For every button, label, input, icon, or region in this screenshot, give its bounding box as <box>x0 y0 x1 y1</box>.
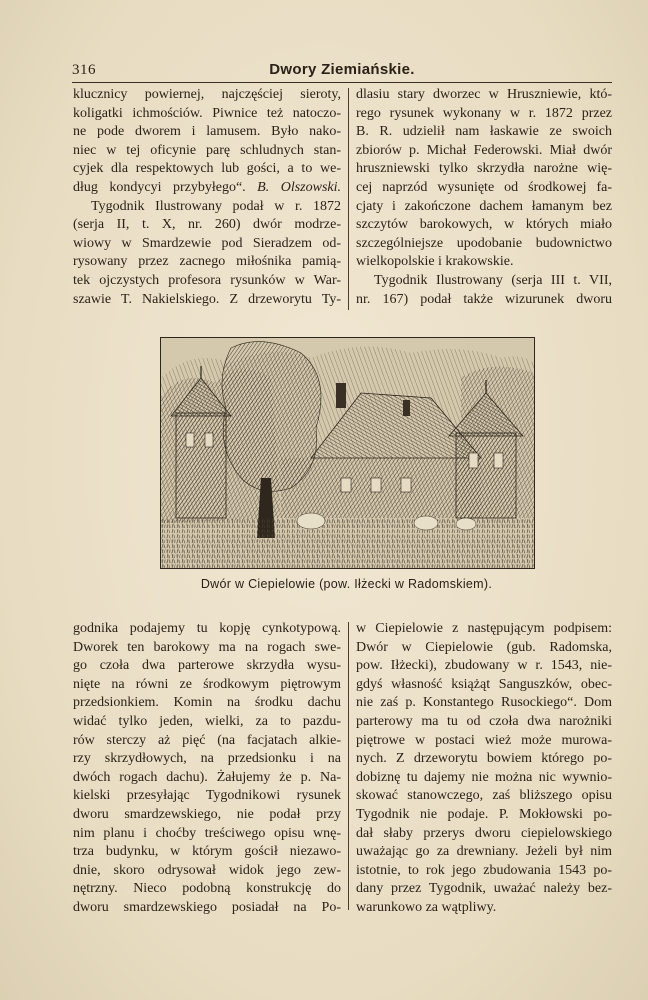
text-line: skować stanowczego, zaś bliższego opisu <box>356 788 612 804</box>
column-divider <box>348 622 349 910</box>
text-line: nr. 167) podał także wizurunek dworu <box>356 291 612 307</box>
text-line: zbiorów p. Michał Federowski. Miał dwór <box>356 142 612 158</box>
text-line: hruszniewski tylko skrzydła narożne wię- <box>356 161 612 177</box>
text-line: wiowy w Smardzewie pod Sieradzem od- <box>73 235 341 251</box>
text-line: tek ojczystych profesora rysunków w War- <box>73 272 341 288</box>
engraving-illustration <box>160 337 535 569</box>
text-line: szawie T. Nakielskiego. Z drzeworytu Ty- <box>73 291 341 307</box>
text-line: nięte na równi ze środkowym piętrowym <box>73 676 341 692</box>
text-line: nych. Z drzeworytu bowiem którego po- <box>356 751 612 767</box>
text-line: cej naprzód wysunięte od środkowej fa- <box>356 179 612 195</box>
text-line: rysowany przez zacnego miłośnika pamią- <box>73 254 341 270</box>
foreground-tree <box>222 342 321 492</box>
text-line: dlasiu stary dworzec w Hruszniewie, któ- <box>356 87 612 102</box>
text-line: dług kondycyi przybyłego“. <box>73 179 246 195</box>
text-line: gdyś własność książąt Sanguszków, obec- <box>356 676 612 692</box>
text-line: uważając go za drewniany. Jeżeli był nim <box>356 844 612 860</box>
text-line: Tygodnik Ilustrowany (serja III t. VII, <box>374 272 612 288</box>
text-line: dworu smardzewskiego, nie podał przy <box>73 806 341 822</box>
text-line: przedsionkiem. Komin na środku dachu <box>73 695 341 711</box>
text-line: Tygodnik nie podaje. P. Mokłowski po- <box>356 806 612 822</box>
text-line: cyjek dla respektowych lub gości, a to we- <box>73 161 341 177</box>
left-tower <box>176 413 226 518</box>
signature: B. Olszowski. <box>257 179 342 195</box>
text-line: Dwór w Ciepielowie (gub. Radomska, <box>356 639 612 655</box>
text-line: B. R. udzielił nam łaskawie ze swoich <box>356 124 612 140</box>
text-line: kielski przesyłając Tygodnikowi rysunek <box>73 788 341 804</box>
text-line: nim planu i choćby treściwego opisu wnę- <box>73 825 341 841</box>
text-column-bottom-left <box>73 620 341 918</box>
text-line: nie zaś p. Konstantego Rusockiego“. Dom <box>356 695 612 711</box>
text-line: nętrzny. Nieco podobną konstrukcję do <box>73 881 341 897</box>
text-line: dał słaby przerys dworu ciepielowskiego <box>356 825 612 841</box>
chimney <box>336 383 346 408</box>
text-line: szczytów barokowych, w których miało <box>356 217 612 233</box>
column-divider <box>348 88 349 310</box>
page-header <box>72 56 612 80</box>
text-line: Tygodnik Ilustrowany podał w r. 1872 <box>91 198 341 214</box>
text-line: szczególniejsze upodobanie budownictwo <box>356 235 612 251</box>
text-column-top-left <box>73 86 341 309</box>
text-line: koligatki ichmościów. Piwnice też natoczo- <box>73 105 341 121</box>
text-column-bottom-right <box>356 620 612 918</box>
text-line: godnika podajemy tu kopję cynkotypową. <box>73 621 341 636</box>
text-column-top-right <box>356 86 612 309</box>
text-line-with-signature <box>73 179 341 198</box>
text-line: istotnie, to rok jego zbudowania 1543 po- <box>356 862 612 878</box>
right-tower <box>456 433 516 518</box>
text-line: (serja II, t. X, nr. 260) dwór modrze- <box>73 217 341 233</box>
text-line: piętrowe w postaci wież może murowa- <box>356 732 612 748</box>
text-line: dworu smardzewskiego posiadał na Po- <box>73 899 341 915</box>
text-line: dany przez Tygodnik, uważać należy bez- <box>356 881 612 897</box>
text-line: w Ciepielowie z następującym podpisem: <box>356 621 612 636</box>
text-line: widać tylko jeden, wielki, za to pazdu- <box>73 713 341 729</box>
text-line: cjaty i zakończone dachem łamanym bez <box>356 198 612 214</box>
text-line: Dworek ten barokowy ma na rogach swe- <box>73 639 341 655</box>
text-line: warunkowo za wątpliwy. <box>356 899 497 915</box>
figure-caption: Dwór w Ciepielowie (pow. Iłżecki w Radomskiem). <box>200 577 493 591</box>
text-line: rzy skrzydłowych, na przedsionku i na <box>73 751 341 767</box>
text-line: rego rysunek wykonany w r. 1872 przez <box>356 105 612 121</box>
text-line: pow. Iłżecki), zbudowany w r. 1543, nie- <box>356 658 612 674</box>
text-line: trza budynku, w którym gościł niezawo- <box>73 844 341 860</box>
text-line: ne pode dworem i lamusem. Było nako- <box>73 124 341 140</box>
text-line: dwóch rogach dachu). Żałujemy że p. Na- <box>73 769 341 785</box>
running-title: Dwory Ziemiańskie. <box>269 61 415 78</box>
text-line: wielkopolskie i krakowskie. <box>356 254 514 270</box>
text-line: dobiznę tu dajemy nie można nic wywnio- <box>356 769 612 785</box>
manor-house-engraving <box>161 338 534 568</box>
text-line: dnie, skoro odrysował widok jego zew- <box>73 862 341 878</box>
text-line: go czoła dwa parterowe skrzydła wysu- <box>73 658 341 674</box>
text-line: klucznicy powiernej, najczęściej sieroty, <box>73 87 341 102</box>
text-line: parterowy ma tu od czoła dwa narożniki <box>356 713 612 729</box>
text-line: niec w tej oficynie parę schludnych stan- <box>73 142 341 158</box>
header-rule <box>72 82 612 83</box>
page-number: 316 <box>72 62 96 78</box>
text-line: rów sterczy aż pięć (na facjatach alkie- <box>73 732 341 748</box>
